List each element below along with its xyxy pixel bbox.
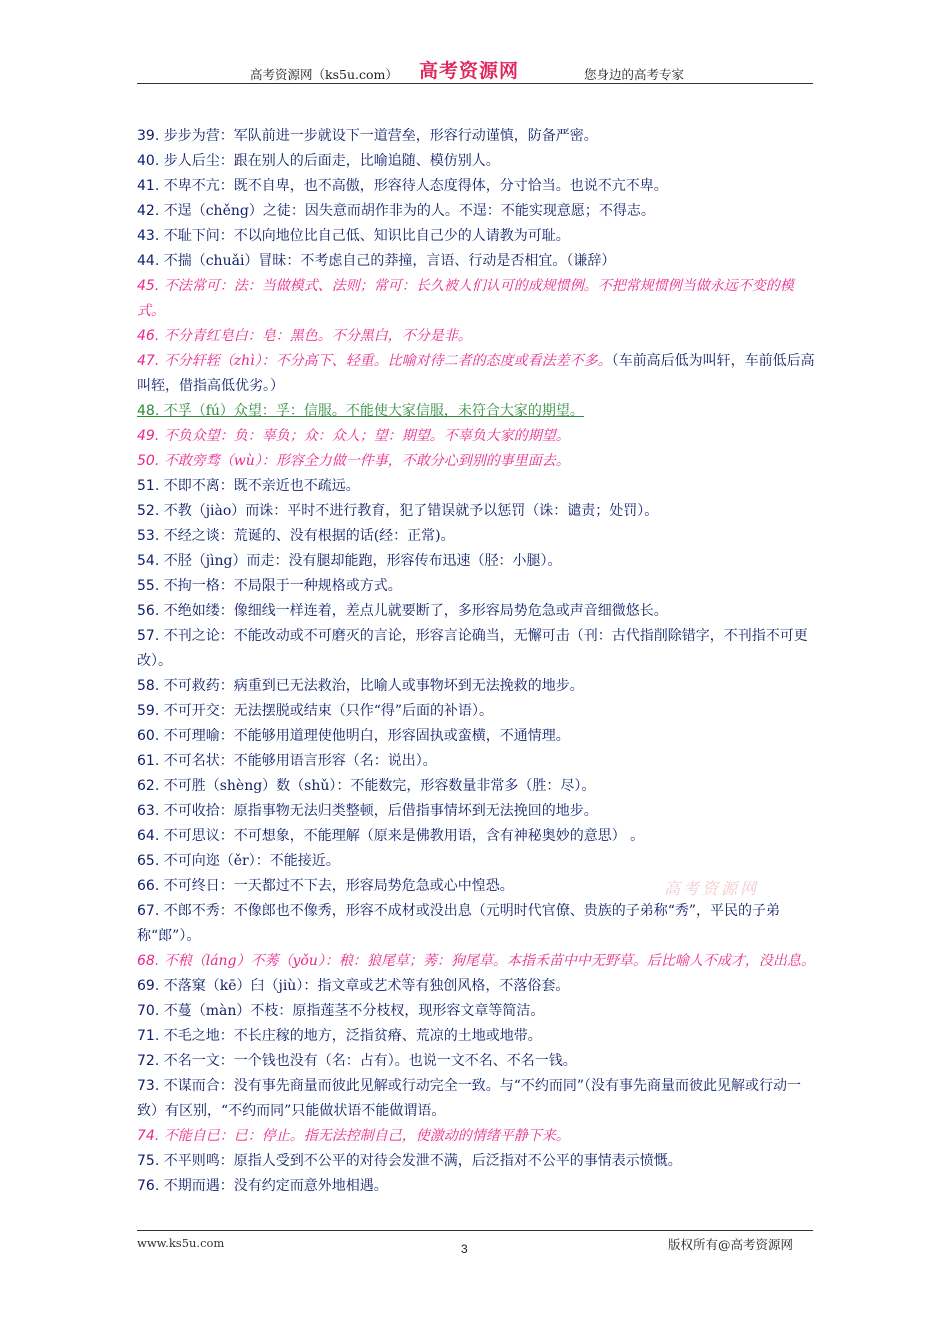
- idiom-entry: [137, 424, 817, 449]
- entry-text: 不教（jiào）而诛：平时不进行教育，犯了错误就予以惩罚（诛：谴责；处罚）。: [163, 503, 659, 519]
- entry-text: 不耻下问：不以向地位比自己低、知识比自己少的人请教为可耻。: [163, 228, 570, 244]
- entry-number: 62.: [137, 778, 160, 794]
- entry-text: 不分轩轾（zhì）：不分高下、轻重。比喻对待二者的态度或看法差不多。: [163, 353, 612, 369]
- entry-number: 76.: [137, 1178, 160, 1194]
- entry-text: 不谋而合：没有事先商量而彼此见解或行动完全一致。与“不约而同”（没有事先商量而彼此见解或行动一致）有区别，“不约而同”只能做状语不能做谓语。: [137, 1078, 802, 1119]
- entry-number: 70.: [137, 1003, 160, 1019]
- entry-text: 不拘一格：不局限于一种规格或方式。: [163, 578, 402, 594]
- idiom-entry: [137, 1049, 817, 1074]
- entry-text: 不平则鸣：原指人受到不公平的对待会发泄不满，后泛指对不公平的事情表示愤慨。: [163, 1153, 682, 1169]
- page-number: 3: [461, 1242, 468, 1256]
- idiom-entry: [137, 274, 817, 324]
- entry-number: 68.: [137, 953, 160, 969]
- entry-number: 52.: [137, 503, 160, 519]
- idiom-entry: [137, 899, 817, 949]
- entry-text: 不期而遇：没有约定而意外地相遇。: [163, 1178, 388, 1194]
- idiom-list: [137, 124, 817, 1199]
- idiom-entry: [137, 1024, 817, 1049]
- entry-number: 71.: [137, 1028, 160, 1044]
- entry-number: 63.: [137, 803, 160, 819]
- entry-text: 不卑不亢：既不自卑，也不高傲，形容待人态度得体，分寸恰当。也说不亢不卑。: [163, 178, 668, 194]
- idiom-entry: [137, 324, 817, 349]
- entry-number: 72.: [137, 1053, 160, 1069]
- idiom-entry: [137, 949, 817, 974]
- entry-number: 61.: [137, 753, 160, 769]
- entry-number: 45.: [137, 278, 160, 294]
- idiom-entry: [137, 499, 817, 524]
- idiom-entry: [137, 524, 817, 549]
- idiom-entry: [137, 1174, 817, 1199]
- entry-text: 不稂（láng）不莠（yǒu）：稂：狼尾草；莠：狗尾草。本指禾苗中中无野草。后比喻人不成才，没出息。: [163, 953, 815, 969]
- entry-number: 42.: [137, 203, 160, 219]
- idiom-entry: [137, 224, 817, 249]
- entry-text: 不可向迩（ěr）：不能接近。: [163, 853, 340, 869]
- entry-number: 56.: [137, 603, 160, 619]
- entry-text: 不胫（jìng）而走：没有腿却能跑，形容传布迅速（胫：小腿）。: [163, 553, 562, 569]
- entry-text: 不可名状：不能够用语言形容（名：说出）。: [163, 753, 437, 769]
- entry-text: 不蔓（màn）不枝：原指莲茎不分枝杈，现形容文章等简洁。: [163, 1003, 545, 1019]
- idiom-entry: [137, 349, 817, 399]
- footer-url-link[interactable]: www.ks5u.com: [137, 1236, 225, 1250]
- header-site-name: 高考资源网（ks5u.com）: [250, 67, 398, 82]
- entry-text: 步人后尘：跟在别人的后面走，比喻追随、模仿别人。: [163, 153, 500, 169]
- entry-text: 不可收拾：原指事物无法归类整顿，后借指事情坏到无法挽回的地步。: [163, 803, 598, 819]
- entry-text: 不可思议：不可想象，不能理解（原来是佛教用语，含有神秘奥妙的意思） 。: [163, 828, 645, 844]
- entry-number: 41.: [137, 178, 160, 194]
- entry-number: 69.: [137, 978, 160, 994]
- entry-text: 不绝如缕：像细线一样连着，差点儿就要断了，多形容局势危急或声音细微悠长。: [163, 603, 668, 619]
- entry-text: 不分青红皂白：皂：黑色。不分黑白，不分是非。: [163, 328, 472, 344]
- entry-text: 不可救药：病重到已无法救治，比喻人或事物坏到无法挽救的地步。: [163, 678, 584, 694]
- entry-number: 59.: [137, 703, 160, 719]
- entry-number: 46.: [137, 328, 160, 344]
- idiom-entry: [137, 824, 817, 849]
- entry-text: 不法常可：法：当做模式、法则；常可：长久被人们认可的成规惯例。不把常规惯例当做永远不变的模式。: [137, 278, 794, 319]
- entry-text: 不孚（fú）众望：孚：信服。不能使大家信服，未符合大家的期望。: [163, 403, 584, 419]
- idiom-entry: [137, 599, 817, 624]
- entry-text: 不郎不秀：不像郎也不像秀，形容不成材或没出息（元明时代官僚、贵族的子弟称“秀”，平民的子弟称“郎”）。: [137, 903, 781, 944]
- entry-text: 步步为营：军队前进一步就设下一道营垒，形容行动谨慎，防备严密。: [163, 128, 598, 144]
- watermark: 高考资源网: [664, 879, 760, 898]
- idiom-entry: [137, 1074, 817, 1124]
- entry-text: 不负众望：负：辜负；众：众人；望：期望。不辜负大家的期望。: [163, 428, 570, 444]
- entry-text: 不揣（chuǎi）冒昧：不考虑自己的莽撞，言语、行动是否相宜。（谦辞）: [163, 253, 616, 269]
- entry-number: 53.: [137, 528, 160, 544]
- entry-number: 49.: [137, 428, 160, 444]
- idiom-entry: [137, 199, 817, 224]
- entry-number: 39.: [137, 128, 160, 144]
- entry-number: 74.: [137, 1128, 160, 1144]
- footer-divider: [137, 1230, 813, 1231]
- idiom-entry: [137, 249, 817, 274]
- idiom-entry: [137, 799, 817, 824]
- header-slogan: 您身边的高考专家: [584, 67, 685, 82]
- idiom-entry: [137, 549, 817, 574]
- entry-text: 不即不离：既不亲近也不疏远。: [163, 478, 360, 494]
- idiom-entry: [137, 624, 817, 674]
- header-divider: [137, 83, 813, 84]
- entry-text: 不经之谈：荒诞的、没有根据的话(经：正常)。: [163, 528, 455, 544]
- entry-number: 50.: [137, 453, 160, 469]
- idiom-entry: [137, 724, 817, 749]
- idiom-entry: [137, 124, 817, 149]
- entry-number: 66.: [137, 878, 160, 894]
- entry-number: 73.: [137, 1078, 160, 1094]
- entry-number: 40.: [137, 153, 160, 169]
- idiom-entry: [137, 1124, 817, 1149]
- entry-number: 58.: [137, 678, 160, 694]
- entry-note: （车前高后低为叫轩，车前低后高叫轾，借指高低优劣。）: [137, 353, 815, 394]
- entry-number: 54.: [137, 553, 160, 569]
- entry-text: 不可终日：一天都过不下去，形容局势危急或心中惶恐。: [163, 878, 514, 894]
- idiom-entry: [137, 1149, 817, 1174]
- entry-number: 48.: [137, 403, 160, 419]
- idiom-entry: [137, 849, 817, 874]
- idiom-entry: [137, 174, 817, 199]
- entry-text: 不刊之论：不能改动或不可磨灭的言论，形容言论确当，无懈可击（刊：古代指削除错字，不刊指不可更改）。: [137, 628, 808, 669]
- page-header: [137, 62, 813, 84]
- idiom-entry: [137, 474, 817, 499]
- entry-text: 不名一文：一个钱也没有（名：占有）。也说一文不名、不名一钱。: [163, 1053, 577, 1069]
- footer-copyright: 版权所有@高考资源网: [668, 1237, 794, 1252]
- entry-number: 64.: [137, 828, 160, 844]
- idiom-entry: [137, 699, 817, 724]
- entry-number: 67.: [137, 903, 160, 919]
- idiom-entry: [137, 449, 817, 474]
- entry-text: 不敢旁骛（wù）：形容全力做一件事，不敢分心到别的事里面去。: [163, 453, 570, 469]
- entry-number: 47.: [137, 353, 160, 369]
- entry-number: 44.: [137, 253, 160, 269]
- entry-number: 65.: [137, 853, 160, 869]
- entry-text: 不可开交：无法摆脱或结束（只作“得”后面的补语）。: [163, 703, 494, 719]
- idiom-entry: [137, 749, 817, 774]
- idiom-entry: [137, 574, 817, 599]
- entry-number: 43.: [137, 228, 160, 244]
- header-logo: 高考资源网: [419, 60, 520, 82]
- idiom-entry: [137, 774, 817, 799]
- entry-text: 不能自已：已：停止。指无法控制自己，使激动的情绪平静下来。: [163, 1128, 570, 1144]
- entry-number: 57.: [137, 628, 160, 644]
- entry-number: 55.: [137, 578, 160, 594]
- idiom-entry: [137, 149, 817, 174]
- idiom-entry: [137, 974, 817, 999]
- idiom-entry: [137, 999, 817, 1024]
- entry-text: 不可胜（shèng）数（shǔ）：不能数完，形容数量非常多（胜：尽）。: [163, 778, 596, 794]
- entry-text: 不逞（chěng）之徒：因失意而胡作非为的人。不逞：不能实现意愿；不得志。: [163, 203, 655, 219]
- idiom-entry: [137, 399, 817, 424]
- idiom-entry: [137, 674, 817, 699]
- entry-number: 51.: [137, 478, 160, 494]
- entry-text: 不落窠（kē）臼（jiù）：指文章或艺术等有独创风格，不落俗套。: [163, 978, 570, 994]
- entry-text: 不毛之地：不长庄稼的地方，泛指贫瘠、荒凉的土地或地带。: [163, 1028, 542, 1044]
- entry-number: 75.: [137, 1153, 160, 1169]
- entry-text: 不可理喻：不能够用道理使他明白，形容固执或蛮横，不通情理。: [163, 728, 570, 744]
- entry-number: 60.: [137, 728, 160, 744]
